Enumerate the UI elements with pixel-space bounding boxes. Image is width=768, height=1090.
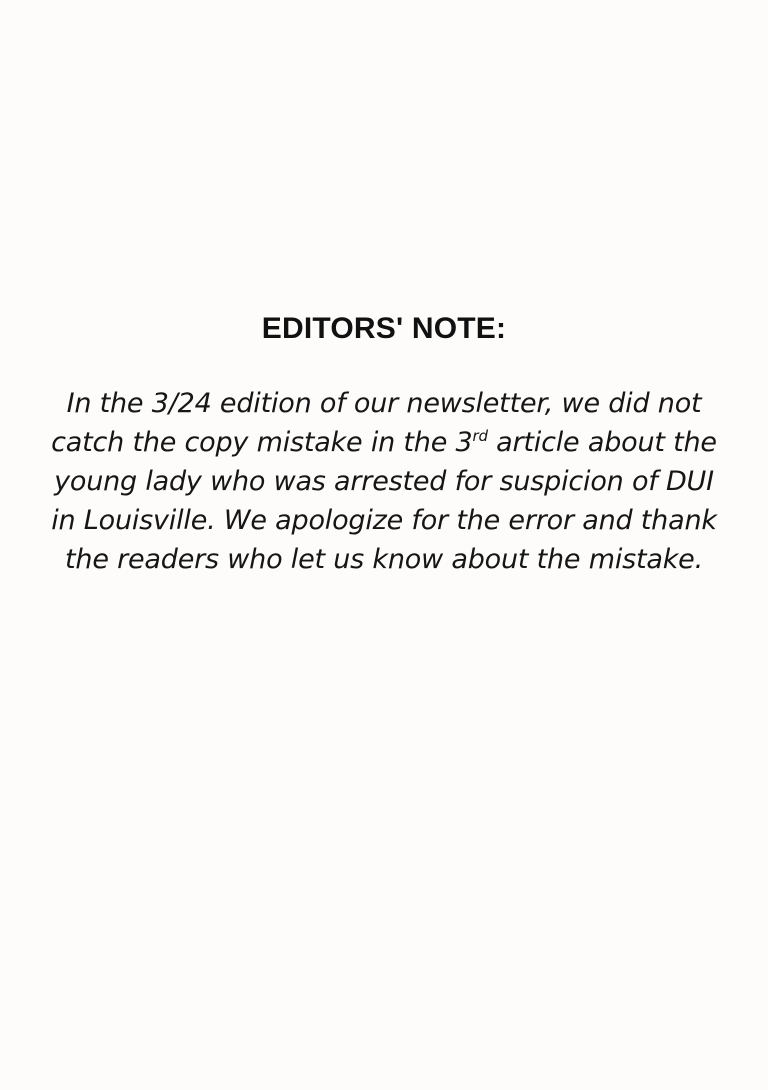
- note-line-1: In the 3/24 edition of our newsletter, we did not: [66, 388, 702, 419]
- note-line-2: [30, 423, 738, 462]
- note-line-3: young lady who was arrested for suspicion of DUI: [54, 466, 714, 497]
- note-body: [30, 384, 738, 579]
- note-line-2-end: article about the: [487, 427, 717, 458]
- note-line-4: in Louisville. We apologize for the error and thank: [51, 505, 717, 536]
- ordinal-suffix: rd: [472, 427, 488, 445]
- note-line-5: the readers who let us know about the mistake.: [65, 544, 703, 575]
- note-line-2-start: catch the copy mistake in the 3: [51, 427, 473, 458]
- note-heading: EDITORS' NOTE:: [261, 312, 507, 345]
